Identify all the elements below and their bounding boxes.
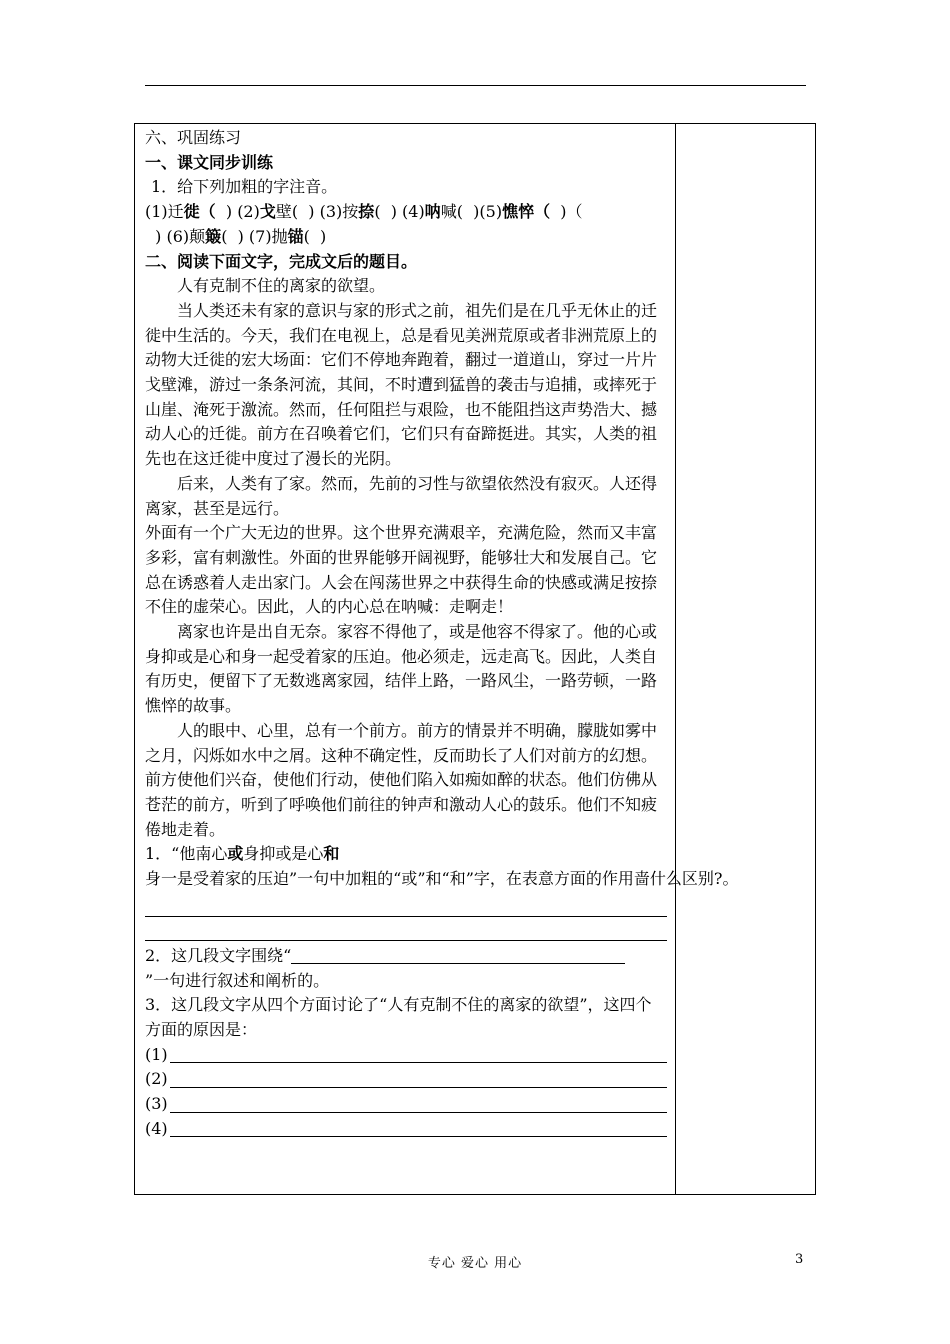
worksheet-content [145, 126, 739, 1141]
passage-paragraph: 当人类还未有家的意识与家的形式之前，祖先们是在几乎无休止的迁徙中生活的。今天，我们在电视上，总是看见美洲荒原或者非洲荒原上的动物大迁徙的宏大场面：它们不停地奔跑着，翻过一道道山，穿过一片片戈壁滩，游过一条条河流，其间，不时遭到猛兽的袭击与追捕，或摔死于山崖、淹死于激流。然而，任何阻拦与艰险，也不能阻挡这声势浩大、撼动人心的迁徙。前方在召唤着它们，它们只有奋蹄挺进。其实，人类的祖先也在这迁徙中度过了漫长的光阴。 [145, 300, 658, 469]
bold-text-run: 憔悴（ [502, 202, 551, 222]
bold-text-run: 和 [323, 844, 340, 864]
text-run: 身抑或是心 [243, 844, 324, 864]
part2-heading: 二、阅读下面文字，完成文后的题目。 [145, 251, 418, 271]
q3-answer-line[interactable] [170, 1094, 667, 1113]
q3-answer-row [145, 1043, 667, 1068]
text-run: )（ [550, 202, 583, 222]
q3-item-label: (4) [145, 1118, 168, 1138]
passage-paragraph: 离家也许是出自无奈。家容不得他了，或是他容不得家了。他的心或身抑或是心和身一起受着家的压迫。他必须走，远走高飞。因此，人类自有历史，便留下了无数逃离家园，结伴上路，一路风尘，一路劳顿，一路憔悴的故事。 [145, 622, 658, 716]
reading-question-3: 3．这几段文字从四个方面讨论了“人有克制不住的离家的欲望”，这四个方面的原因是： [145, 995, 652, 1039]
passage-paragraph: 外面有一个广大无边的世界。这个世界充满艰辛，充满危险，然而又丰富多彩，富有刺激性。外面的世界能够开阔视野，能够壮大和发展自己。它总在诱惑着人走出家门。人会在闯荡世界之中获得生命的快感或满足按捺不住的虚荣心。因此，人的内心总在呐喊：走啊走！ [145, 523, 658, 617]
text-run: (1)迁 [145, 202, 184, 222]
text-run: ( ) [303, 226, 327, 246]
text-run: ( ) (4) [374, 202, 425, 222]
q3-answer-line[interactable] [170, 1069, 667, 1088]
text-run: 1．“他南心 [145, 844, 228, 864]
q3-answer-row [145, 1117, 667, 1142]
q2-answer-blank[interactable] [291, 947, 625, 964]
bold-text-run: 锚 [287, 226, 304, 246]
q1-prompt: 1．给下列加粗的字注音。 [151, 177, 338, 197]
footer-slogan: 专心 爱心 用心 [427, 1256, 523, 1271]
reading-question-2 [145, 944, 667, 969]
answer-line-q1b[interactable] [145, 920, 667, 941]
text-run: ) (2) [215, 202, 260, 222]
text-run: 喊( )(5) [440, 202, 503, 222]
bold-text-run: 簸 [205, 226, 222, 246]
text-run: ) (6)颠 [145, 226, 206, 246]
bold-text-run: 徙（ [183, 202, 216, 222]
q3-item-label: (3) [145, 1094, 168, 1114]
q3-answer-line[interactable] [170, 1118, 667, 1137]
reading-question-1 [145, 842, 739, 891]
page-number: 3 [795, 1252, 804, 1267]
text-run: 身一是受着家的压迫”一句中加粗的“或”和“和”字，在表意方面的作用啬什么区别?。 [145, 869, 739, 889]
passage-paragraph: 人的眼中、心里，总有一个前方。前方的情景并不明确，朦胧如雾中之月，闪烁如水中之屑。这种不确定性，反而助长了人们对前方的幻想。前方使他们兴奋，使他们行动，使他们陷入如痴如醉的状态。他们仿佛从苍茫的前方，听到了呼唤他们前往的钟声和激动人心的鼓乐。他们不知疲倦地走着。 [145, 720, 658, 839]
passage-body [145, 299, 667, 842]
q3-item-label: (1) [145, 1044, 168, 1064]
answer-line-q1a[interactable] [145, 896, 667, 917]
q1-line2 [145, 225, 667, 250]
q3-answer-line[interactable] [170, 1044, 667, 1063]
bold-text-run: 戈 [259, 202, 276, 222]
text-run: ( ) (7)抛 [221, 226, 288, 246]
q3-answer-row [145, 1067, 667, 1092]
passage-title: 人有克制不住的离家的欲望。 [177, 276, 386, 296]
section-title: 六、巩固练习 [145, 128, 242, 147]
q3-answer-row [145, 1092, 667, 1117]
column-divider [675, 124, 676, 1194]
q2-prefix: 2．这几段文字围绕“ [145, 945, 292, 965]
text-run: 壁( ) (3)按 [275, 202, 359, 222]
bold-text-run: 捺 [358, 202, 375, 222]
bold-text-run: 呐 [424, 202, 441, 222]
q2-suffix: ”一句进行叙述和阐析的。 [145, 970, 330, 990]
q1-line1 [145, 200, 667, 225]
header-rule [145, 85, 806, 86]
passage-paragraph: 后来，人类有了家。然而，先前的习性与欲望依然没有寂灭。人还得离家，甚至是远行。 [145, 473, 658, 518]
q3-answer-list [145, 1043, 667, 1142]
q3-item-label: (2) [145, 1069, 168, 1089]
part1-heading: 一、课文同步训练 [145, 152, 274, 172]
bold-text-run: 或 [227, 844, 244, 864]
